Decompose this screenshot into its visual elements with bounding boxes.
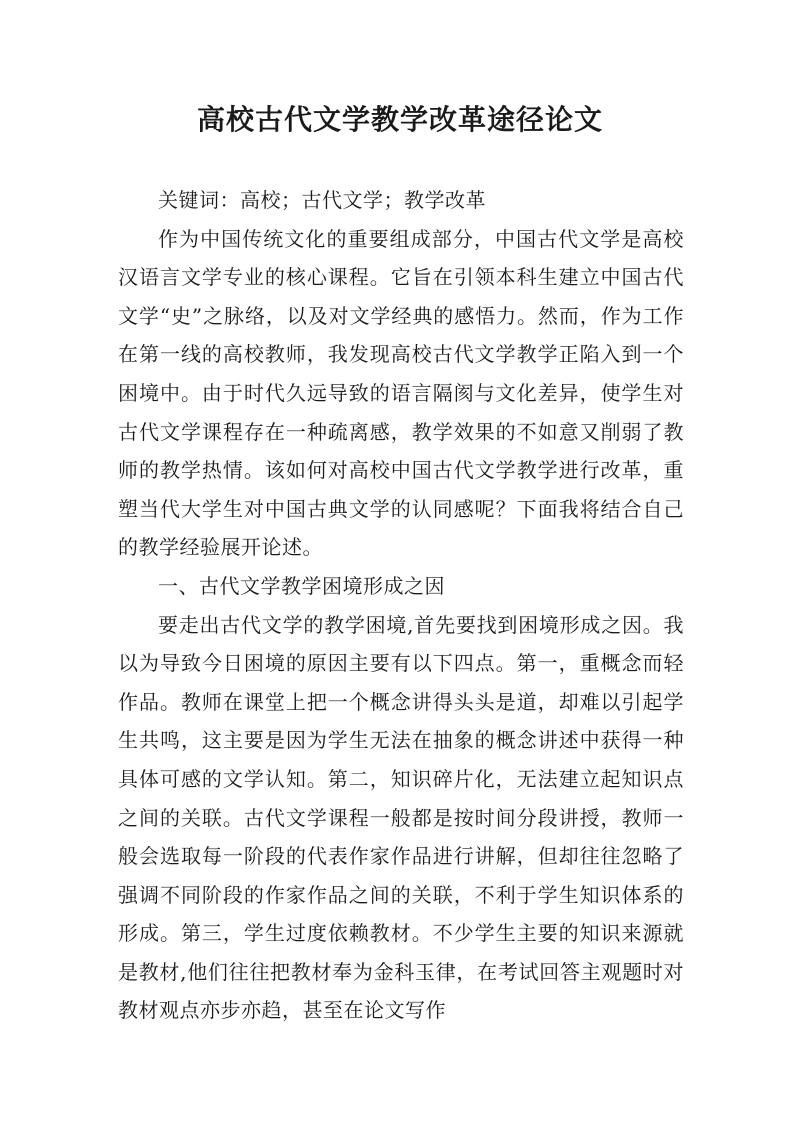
- document-title: 高校古代文学教学改革途径论文: [196, 103, 603, 136]
- paragraph-causes: 要走出古代文学的教学困境,首先要找到困境形成之因。我以为导致今日困境的原因主要有以下四点。第一，重概念而轻作品。教师在课堂上把一个概念讲得头头是道，却难以引起学生共鸣，这主要是因为学生无法在抽象的概念讲述中获得一种具体可感的文学认知。第二，知识碎片化，无法建立起知识点之间的关联。古代文学课程一般都是按时间分段讲授，教师一般会选取每一阶段的代表作家作品进行讲解，但却往往忽略了强调不同阶段的作家作品之间的关联，不利于学生知识体系的形成。第三，学生过度依赖教材。不少学生主要的知识来源就是教材,他们往往把教材奉为金科玉律，在考试回答主观题时对教材观点亦步亦趋，甚至在论文写作: [118, 612, 684, 1023]
- document-body: [118, 181, 684, 1030]
- keywords-line: 关键词：高校；古代文学；教学改革: [158, 188, 486, 212]
- paragraph-intro: 作为中国传统文化的重要组成部分，中国古代文学是高校汉语言文学专业的核心课程。它旨在引领本科生建立中国古代文学“史”之脉络，以及对文学经典的感悟力。然而，作为工作在第一线的高校教师，我发现高校古代文学教学正陷入到一个困境中。由于时代久远导致的语言隔阂与文化差异，使学生对古代文学课程存在一种疏离感，教学效果的不如意又削弱了教师的教学热情。该如何对高校中国古代文学教学进行改革，重塑当代大学生对中国古典文学的认同感呢？下面我将结合自己的教学经验展开论述。: [118, 226, 684, 560]
- section-heading: 一、古代文学教学困境形成之因: [158, 573, 445, 598]
